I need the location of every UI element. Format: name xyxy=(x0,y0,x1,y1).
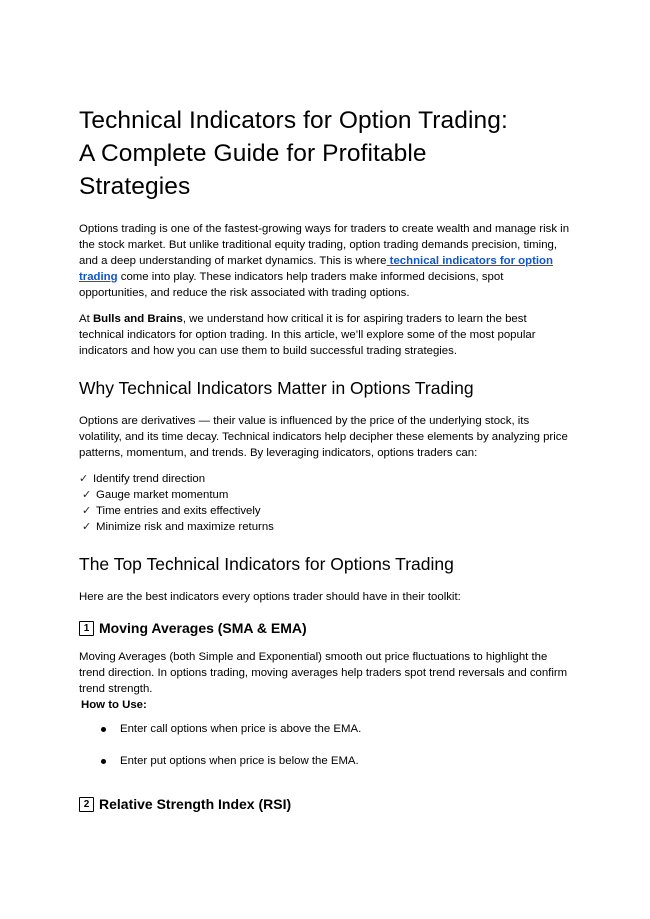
check-icon: ✓ xyxy=(82,521,92,533)
company-paragraph-text: , we understand how critical it is for aspiring traders to learn the best technical indicators for option trading. In this article, we’ll explore some of the most popular indicators and how you can use them to build successful trading strategies. xyxy=(79,313,536,357)
number-2-icon: 2 xyxy=(79,797,94,812)
check-icon: ✓ xyxy=(82,505,92,517)
company-paragraph xyxy=(79,311,574,359)
checklist-item xyxy=(79,519,574,535)
section-why-body: Options are derivatives — their value is influenced by the price of the underlying stock, its volatility, and its time decay. Technical indicators help decipher these elements by analyzing price patterns, momentum, and trends. By leveraging indicators, options traders can: xyxy=(79,415,568,459)
list-item xyxy=(79,721,574,737)
intro-text: Options trading is one of the fastest-growing ways for traders to create wealth and manage risk in the stock market. But unlike traditional equity trading, option trading demands precision, timing, and a deep understanding of market dynamics. This is where xyxy=(79,223,570,267)
number-1-icon: 1 xyxy=(79,621,94,636)
company-paragraph-prefix: At xyxy=(79,313,93,325)
intro-text-end: come into play. These indicators help traders make informed decisions, spot opportunities, and reduce the risk associated with trading options. xyxy=(79,271,504,299)
title-line-3: Strategies xyxy=(79,173,191,200)
indicator-heading-moving-averages xyxy=(79,619,574,637)
title-line-1: Technical Indicators for Option Trading: xyxy=(79,107,508,134)
bullet-icon xyxy=(101,759,106,764)
section-heading-top-indicators: The Top Technical Indicators for Options Trading xyxy=(79,554,454,574)
checklist-item-label: Minimize risk and maximize returns xyxy=(96,521,274,533)
how-to-use-list xyxy=(79,721,574,769)
checklist-item xyxy=(79,503,574,519)
bullet-icon xyxy=(101,727,106,732)
article-body xyxy=(79,104,574,825)
technical-indicators-link[interactable]: technical indicators for option trading xyxy=(79,255,553,283)
checklist-item xyxy=(79,471,574,487)
how-to-use-label: How to Use: xyxy=(81,699,147,711)
check-icon: ✓ xyxy=(82,489,92,501)
indicator-heading-label: Moving Averages (SMA & EMA) xyxy=(99,620,307,636)
moving-averages-body: Moving Averages (both Simple and Exponential) smooth out price fluctuations to highlight the trend direction. In options trading, moving averages help traders spot trend reversals and confirm trend strength. xyxy=(79,651,568,695)
list-item-label: Enter call options when price is above the EMA. xyxy=(120,723,362,735)
intro-paragraph xyxy=(79,221,574,301)
section-top-intro: Here are the best indicators every options trader should have in their toolkit: xyxy=(79,591,461,603)
section-heading-why: Why Technical Indicators Matter in Options Trading xyxy=(79,378,474,398)
title-line-2: A Complete Guide for Profitable xyxy=(79,140,427,167)
list-item-label: Enter put options when price is below the EMA. xyxy=(120,755,359,767)
brand-name: Bulls and Brains xyxy=(92,313,183,325)
indicator-heading-rsi xyxy=(79,795,574,813)
indicator-heading-label: Relative Strength Index (RSI) xyxy=(99,796,292,812)
benefits-checklist xyxy=(79,471,574,535)
check-icon: ✓ xyxy=(79,473,89,485)
checklist-item-label: Identify trend direction xyxy=(93,473,206,485)
checklist-item-label: Gauge market momentum xyxy=(96,489,229,501)
article-title xyxy=(79,104,574,203)
list-item xyxy=(79,753,574,769)
checklist-item-label: Time entries and exits effectively xyxy=(96,505,261,517)
checklist-item xyxy=(79,487,574,503)
